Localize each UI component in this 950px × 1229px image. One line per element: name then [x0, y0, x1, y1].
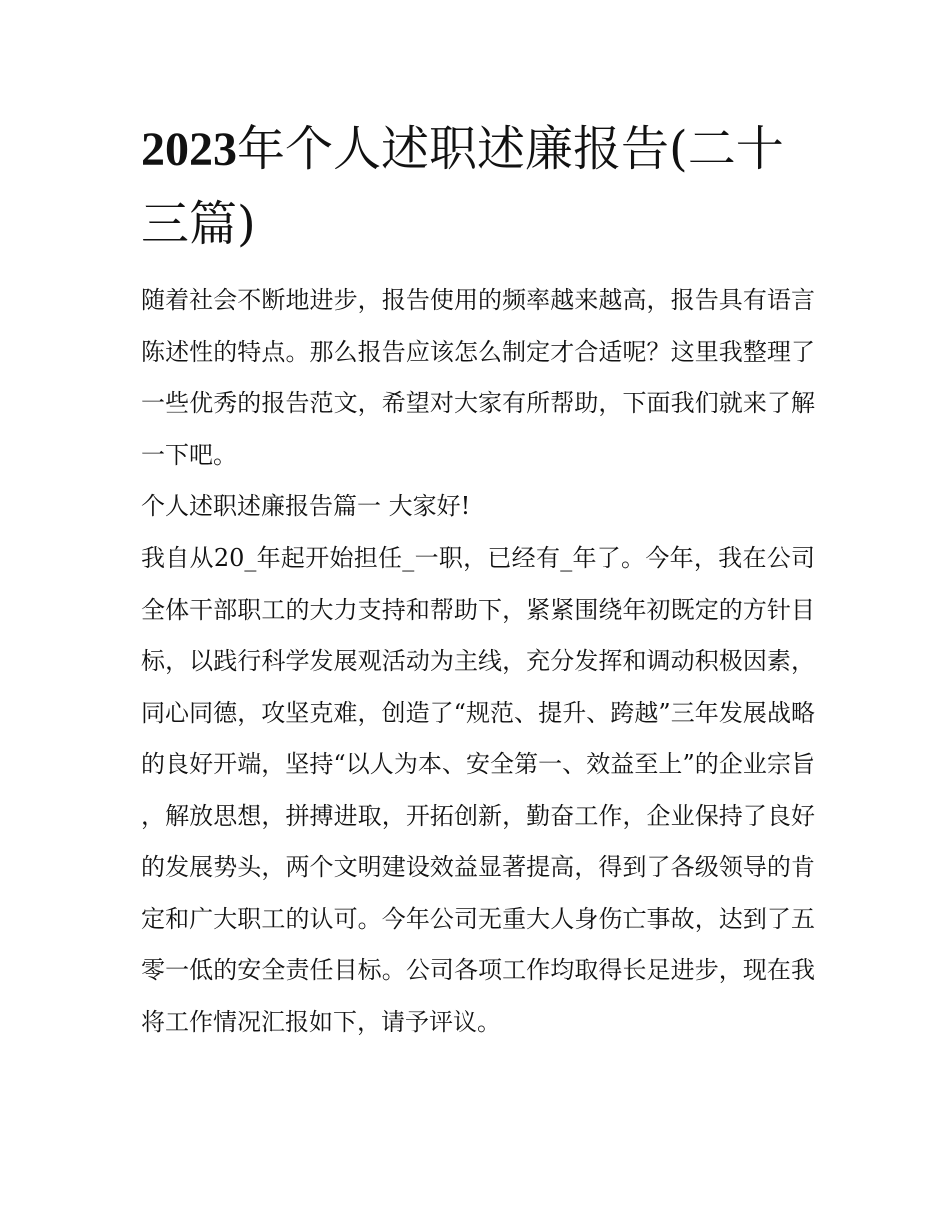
- title-year: 2023: [141, 123, 237, 176]
- section-heading: 个人述职述廉报告篇一 大家好!: [141, 492, 471, 520]
- document-title: [141, 112, 791, 261]
- intro-paragraph: 随着社会不断地进步，报告使用的频率越来越高，报告具有语言陈述性的特点。那么报告应该怎么制定才合适呢？这里我整理了一些优秀的报告范文，希望对大家有所帮助，下面我们就来了解一下吧。: [141, 286, 815, 469]
- title-text: 年个人述职述廉报告(二十三篇): [141, 121, 784, 252]
- body-paragraph: 我自从20_年起开始担任_一职，已经有_年了。今年，我在公司全体干部职工的大力支持和帮助下，紧紧围绕年初既定的方针目标，以践行科学发展观活动为主线，充分发挥和调动积极因素，同心同德，攻坚克难，创造了“规范、提升、跨越”三年发展战略的良好开端，坚持“以人为本、安全第一、效益至上”的企业宗旨，解放思想，拼搏进取，开拓创新，勤奋工作，企业保持了良好的发展势头，两个文明建设效益显著提高，得到了各级领导的肯定和广大职工的认可。今年公司无重大人身伤亡事故，达到了五零一低的安全责任目标。公司各项工作均取得长足进步，现在我将工作情况汇报如下，请予评议。: [141, 544, 815, 1036]
